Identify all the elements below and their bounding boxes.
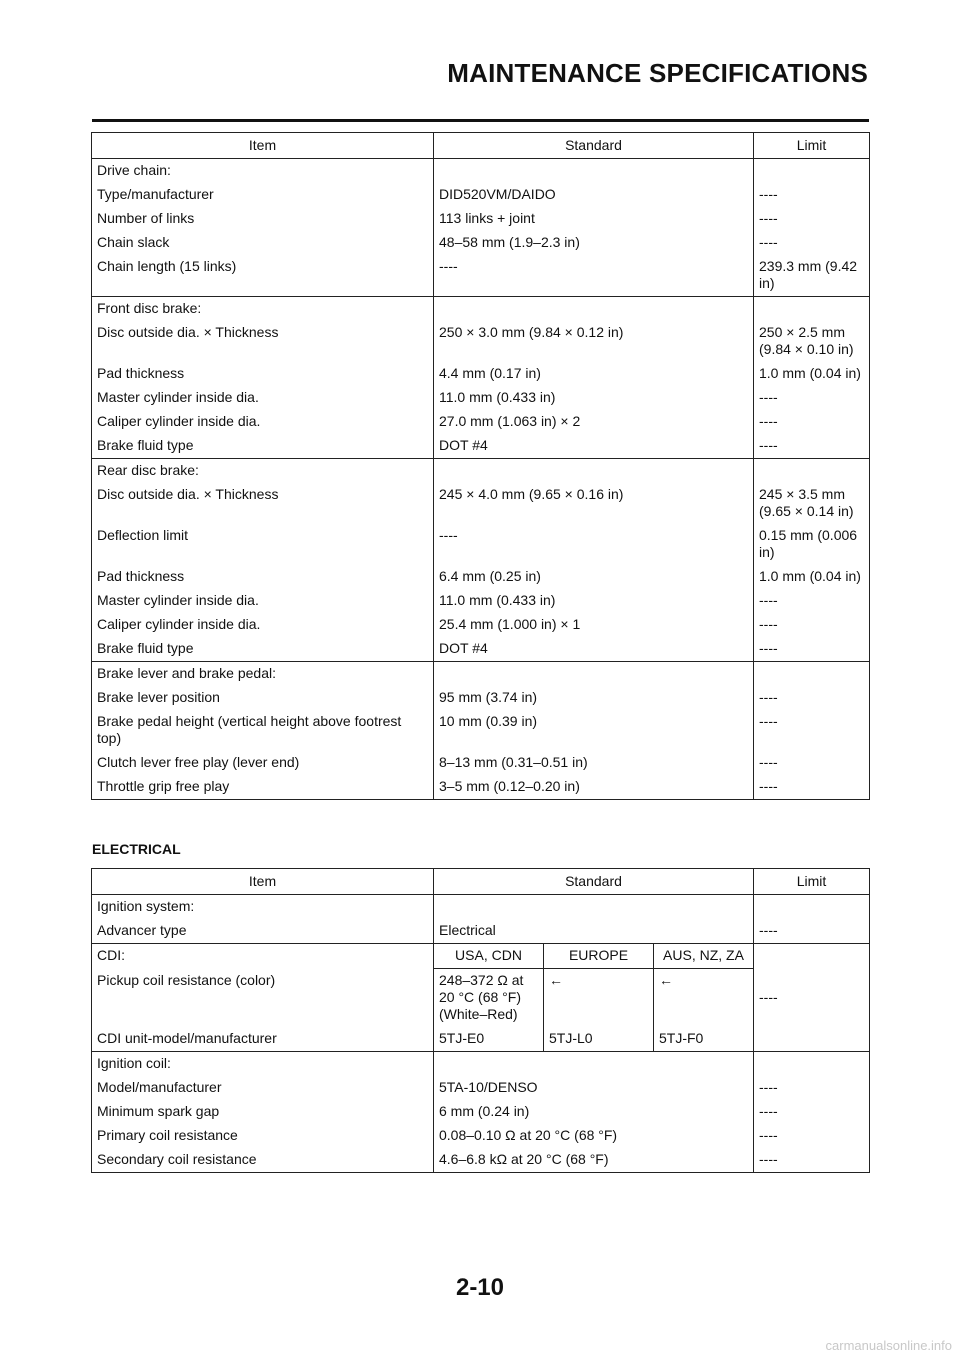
row-item: Brake pedal height (vertical height above footrest top) [92,710,434,751]
row-standard: 113 links + joint [434,207,754,231]
header-limit: Limit [754,869,870,895]
group-title-ignition-system: Ignition system: [92,895,434,920]
table-row [92,386,870,410]
pickup-value-usa-cdn: 248–372 Ω at 20 °C (68 °F) (White–Red) [434,969,544,1028]
row-item: Disc outside dia. × Thickness [92,321,434,362]
row-limit: ---- [754,775,870,800]
group-title-row [92,297,870,322]
table-header-row [92,869,870,895]
group-title-levers: Brake lever and brake pedal: [92,662,434,687]
row-limit: ---- [754,410,870,434]
row-item: Disc outside dia. × Thickness [92,483,434,524]
row-item: Pad thickness [92,565,434,589]
row-limit: 1.0 mm (0.04 in) [754,362,870,386]
table-row [92,231,870,255]
row-limit: ---- [754,1124,870,1148]
table-row [92,410,870,434]
region-usa-cdn: USA, CDN [434,944,544,969]
row-standard: 245 × 4.0 mm (9.65 × 0.16 in) [434,483,754,524]
group-title-cdi: CDI: [92,944,434,969]
table-row [92,1076,870,1100]
table-row [92,1124,870,1148]
group-title-row [92,159,870,184]
header-standard: Standard [434,869,754,895]
row-item: Brake fluid type [92,637,434,662]
row-item: Number of links [92,207,434,231]
row-standard: DOT #4 [434,637,754,662]
table-row [92,919,870,944]
row-item: Deflection limit [92,524,434,565]
row-item: Throttle grip free play [92,775,434,800]
row-limit: 1.0 mm (0.04 in) [754,565,870,589]
row-item: Secondary coil resistance [92,1148,434,1173]
row-limit: 239.3 mm (9.42 in) [754,255,870,297]
row-item: Clutch lever free play (lever end) [92,751,434,775]
header-limit: Limit [754,133,870,159]
row-standard: 95 mm (3.74 in) [434,686,754,710]
row-limit: ---- [754,751,870,775]
group-title-row [92,459,870,484]
row-standard: 25.4 mm (1.000 in) × 1 [434,613,754,637]
table-row [92,589,870,613]
header-item: Item [92,869,434,895]
row-limit: 250 × 2.5 mm (9.84 × 0.10 in) [754,321,870,362]
group-title-row [92,1052,870,1077]
row-item: Chain length (15 links) [92,255,434,297]
table-row [92,751,870,775]
cdi-unit-aus-nz-za: 5TJ-F0 [654,1027,754,1052]
row-standard: 250 × 3.0 mm (9.84 × 0.12 in) [434,321,754,362]
row-item: Minimum spark gap [92,1100,434,1124]
electrical-spec-table [91,868,870,1173]
cdi-region-row [92,944,870,969]
row-standard: DID520VM/DAIDO [434,183,754,207]
row-limit: ---- [754,434,870,459]
row-item: Brake lever position [92,686,434,710]
group-title-row [92,662,870,687]
group-title-drive-chain: Drive chain: [92,159,434,184]
row-standard: DOT #4 [434,434,754,459]
row-standard: 6.4 mm (0.25 in) [434,565,754,589]
row-standard: ---- [434,255,754,297]
row-standard: 0.08–0.10 Ω at 20 °C (68 °F) [434,1124,754,1148]
table-row [92,637,870,662]
title-rule [92,119,869,122]
row-limit: 245 × 3.5 mm (9.65 × 0.14 in) [754,483,870,524]
table-row [92,321,870,362]
table-row [92,565,870,589]
row-item: Brake fluid type [92,434,434,459]
table-row [92,434,870,459]
row-limit: ---- [754,944,870,1052]
row-standard: 4.6–6.8 kΩ at 20 °C (68 °F) [434,1148,754,1173]
row-limit: 0.15 mm (0.006 in) [754,524,870,565]
row-item: Advancer type [92,919,434,944]
row-standard: Electrical [434,919,754,944]
cdi-unit-europe: 5TJ-L0 [544,1027,654,1052]
row-limit: ---- [754,386,870,410]
table-row [92,255,870,297]
row-standard: 27.0 mm (1.063 in) × 2 [434,410,754,434]
group-title-row [92,895,870,920]
row-limit: ---- [754,589,870,613]
table-row [92,775,870,800]
row-standard: 48–58 mm (1.9–2.3 in) [434,231,754,255]
header-standard: Standard [434,133,754,159]
row-standard: 11.0 mm (0.433 in) [434,589,754,613]
row-item: Primary coil resistance [92,1124,434,1148]
section-heading-electrical: ELECTRICAL [92,841,181,857]
row-standard: 5TA-10/DENSO [434,1076,754,1100]
region-europe: EUROPE [544,944,654,969]
row-standard: ---- [434,524,754,565]
page-title: MAINTENANCE SPECIFICATIONS [447,58,868,88]
table-row [92,969,870,1028]
group-title-front-brake: Front disc brake: [92,297,434,322]
table-row [92,686,870,710]
table-row [92,1027,870,1052]
page-number: 2-10 [455,1274,505,1301]
row-item: Caliper cylinder inside dia. [92,613,434,637]
row-limit: ---- [754,710,870,751]
row-limit: ---- [754,183,870,207]
row-limit: ---- [754,637,870,662]
row-limit: ---- [754,231,870,255]
row-limit: ---- [754,613,870,637]
pickup-value-europe: ← [544,969,654,1028]
row-item: Master cylinder inside dia. [92,386,434,410]
region-aus-nz-za: AUS, NZ, ZA [654,944,754,969]
row-item: Master cylinder inside dia. [92,589,434,613]
table-row [92,183,870,207]
chassis-spec-table [91,132,870,800]
table-row [92,362,870,386]
group-title-ignition-coil: Ignition coil: [92,1052,434,1077]
row-standard: 8–13 mm (0.31–0.51 in) [434,751,754,775]
pickup-value-aus-nz-za: ← [654,969,754,1028]
table-row [92,1148,870,1173]
table-row [92,483,870,524]
table-row [92,524,870,565]
row-standard: 10 mm (0.39 in) [434,710,754,751]
cdi-unit-usa-cdn: 5TJ-E0 [434,1027,544,1052]
row-item: Pickup coil resistance (color) [92,969,434,1028]
row-item: CDI unit-model/manufacturer [92,1027,434,1052]
table-row [92,207,870,231]
row-limit: ---- [754,686,870,710]
row-limit: ---- [754,1076,870,1100]
header-item: Item [92,133,434,159]
row-limit: ---- [754,1148,870,1173]
table-row [92,613,870,637]
row-item: Caliper cylinder inside dia. [92,410,434,434]
row-item: Pad thickness [92,362,434,386]
watermark: carmanualsonline.info [825,1338,952,1353]
table-header-row [92,133,870,159]
row-item: Chain slack [92,231,434,255]
row-item: Type/manufacturer [92,183,434,207]
row-limit: ---- [754,919,870,944]
table-row [92,710,870,751]
table-row [92,1100,870,1124]
row-standard: 11.0 mm (0.433 in) [434,386,754,410]
row-standard: 6 mm (0.24 in) [434,1100,754,1124]
group-title-rear-brake: Rear disc brake: [92,459,434,484]
row-item: Model/manufacturer [92,1076,434,1100]
row-standard: 3–5 mm (0.12–0.20 in) [434,775,754,800]
row-limit: ---- [754,207,870,231]
row-limit: ---- [754,1100,870,1124]
row-standard: 4.4 mm (0.17 in) [434,362,754,386]
